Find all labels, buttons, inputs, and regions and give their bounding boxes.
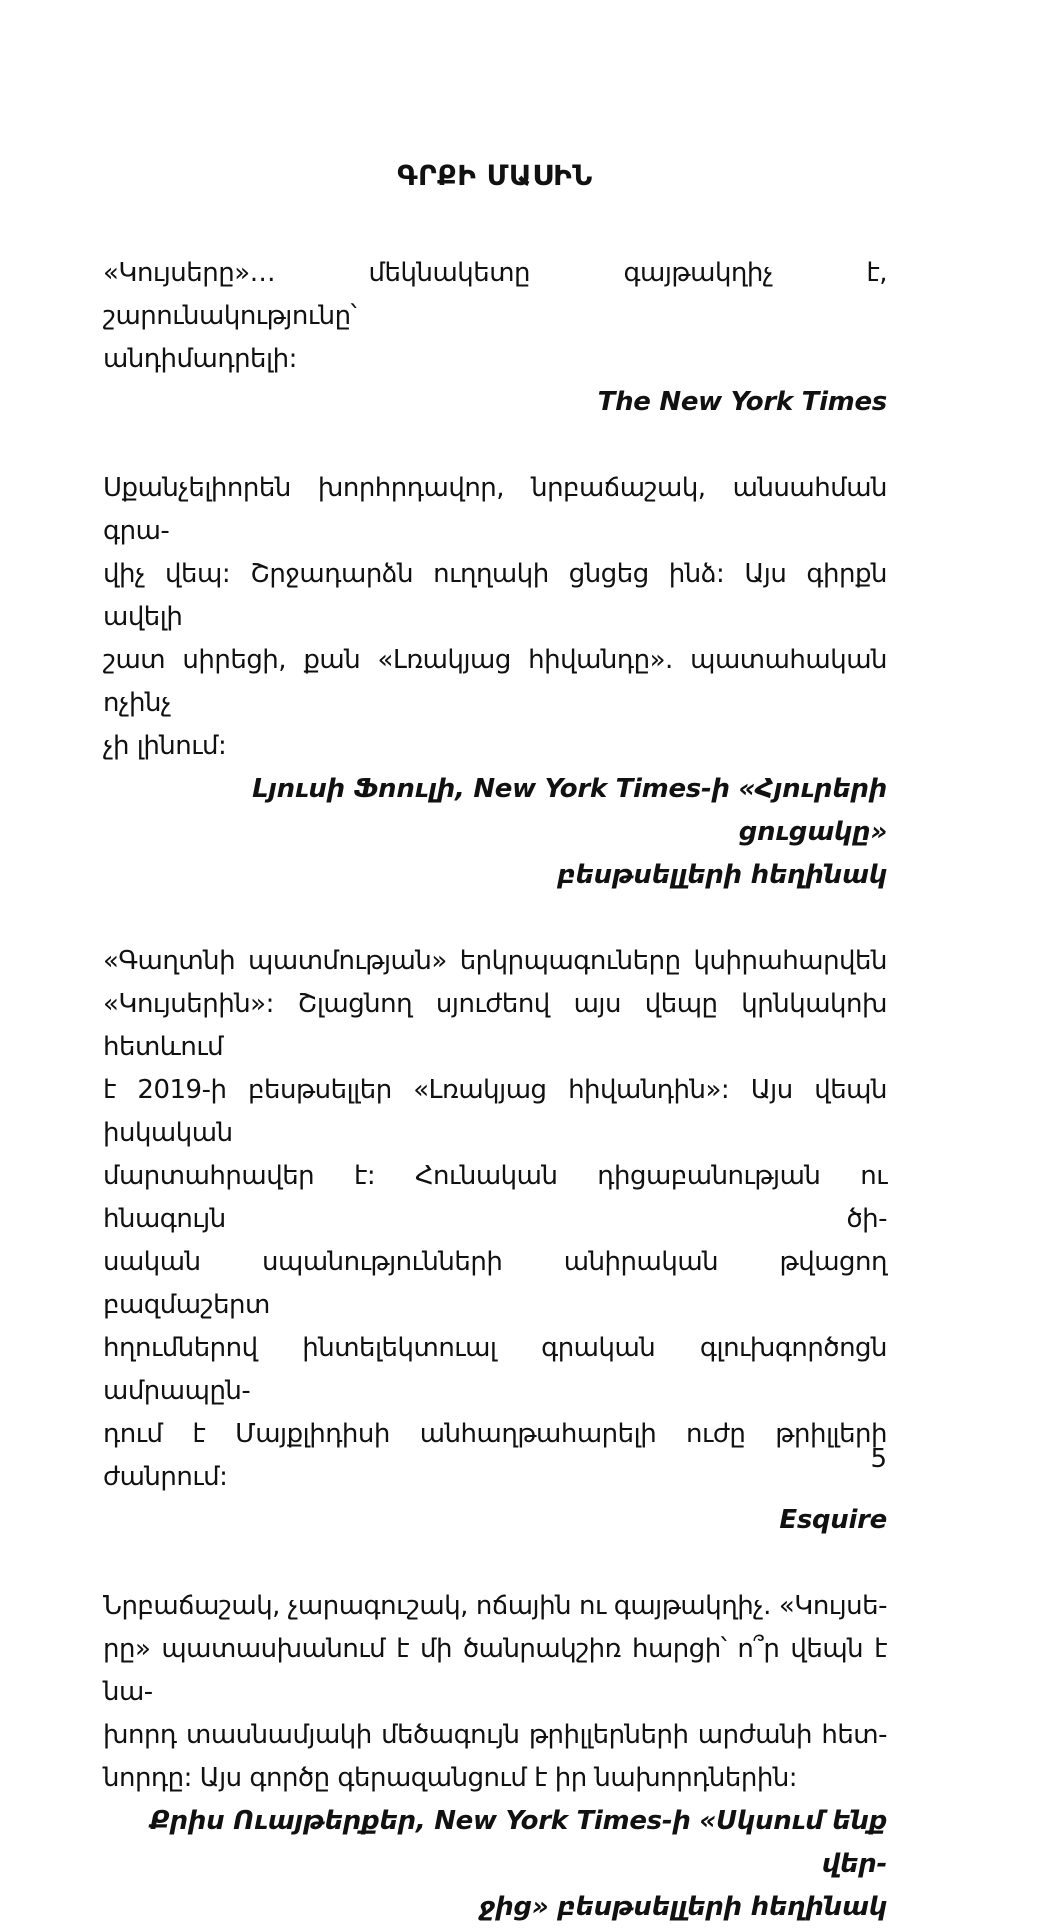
quote-text-line: Նրբաճաշակ, չարագուշակ, ոճային ու գայթակղիչ. «Կույսե-: [103, 1591, 887, 1621]
quote-text-line: սական սպանությունների անիրական թվացող բազմաշերտ: [103, 1247, 887, 1320]
quotes-section: [103, 252, 887, 1929]
quote-attribution-line: The New York Times: [597, 387, 887, 417]
quote-text-line: չի լինում:: [103, 731, 227, 761]
quote-text-line: դում է Մայքլիդիսի անհաղթահարելի ուժը թրիլլերի ժանրում:: [103, 1419, 887, 1492]
quote-text-line: Սքանչելիորեն խորհրդավոր, նրբաճաշակ, անսահման գրա-: [103, 473, 887, 546]
quote-attribution-line: ջից» բեսթսելլերի հեղինակ: [478, 1892, 887, 1922]
page-title: ԳՐՔԻ ՄԱՍԻՆ: [397, 159, 593, 192]
quote-text-line: նորդը: Այս գործը գերազանցում է իր նախորդներին:: [103, 1763, 798, 1793]
quote-text-line: մարտահրավեր է: Հունական դիցաբանության ու հնագույն ծի-: [103, 1161, 887, 1234]
quote-text-line: է 2019-ի բեսթսելլեր «Լռակյաց հիվանդին»: Այս վեպն իսկական: [103, 1075, 887, 1148]
quote-text-line: խորդ տասնամյակի մեծագույն թրիլլերների արժանի հետ-: [103, 1720, 887, 1750]
quote-block: [103, 1585, 887, 1929]
quote-attribution-line: բեսթսելլերի հեղինակ: [557, 860, 887, 890]
quote-text-line: շատ սիրեցի, քան «Լռակյաց հիվանդը». պատահական ոչինչ: [103, 645, 887, 718]
quote-text-line: հղումներով ինտելեկտուալ գրական գլուխգործոցն ամրապըն-: [103, 1333, 887, 1406]
quote-text-line: վիչ վեպ: Շրջադարձն ուղղակի ցնցեց ինձ: Այս գիրքն ավելի: [103, 559, 887, 632]
quote-attribution-line: Լյուսի Ֆոուլի, New York Times-ի «Հյուրերի ցուցակը»: [252, 774, 887, 847]
quote-text-line: անդիմադրելի:: [103, 344, 297, 374]
page-content: [103, 158, 887, 1929]
page-number: 5: [870, 1444, 887, 1474]
quote-block: [103, 252, 887, 424]
quote-text-line: «Կույսերին»: Շլացնող սյուժեով այս վեպը կրնկակոխ հետևում: [103, 989, 887, 1062]
quote-text-line: րը» պատասխանում է մի ծանրակշիռ հարցի՝ ո՞ր վեպն է նա-: [103, 1634, 887, 1707]
quote-text-line: «Կույսերը»… մեկնակետը գայթակղիչ է, շարունակությունը՝: [103, 258, 887, 331]
quote-block: [103, 467, 887, 897]
quote-text-line: «Գաղտնի պատմության» երկրպագուները կսիրահարվեն: [103, 946, 887, 976]
quote-attribution-line: Քրիս Ուայթերքեր, New York Times-ի «Սկսում ենք վեր-: [149, 1806, 887, 1879]
quote-attribution-line: Esquire: [779, 1505, 887, 1535]
